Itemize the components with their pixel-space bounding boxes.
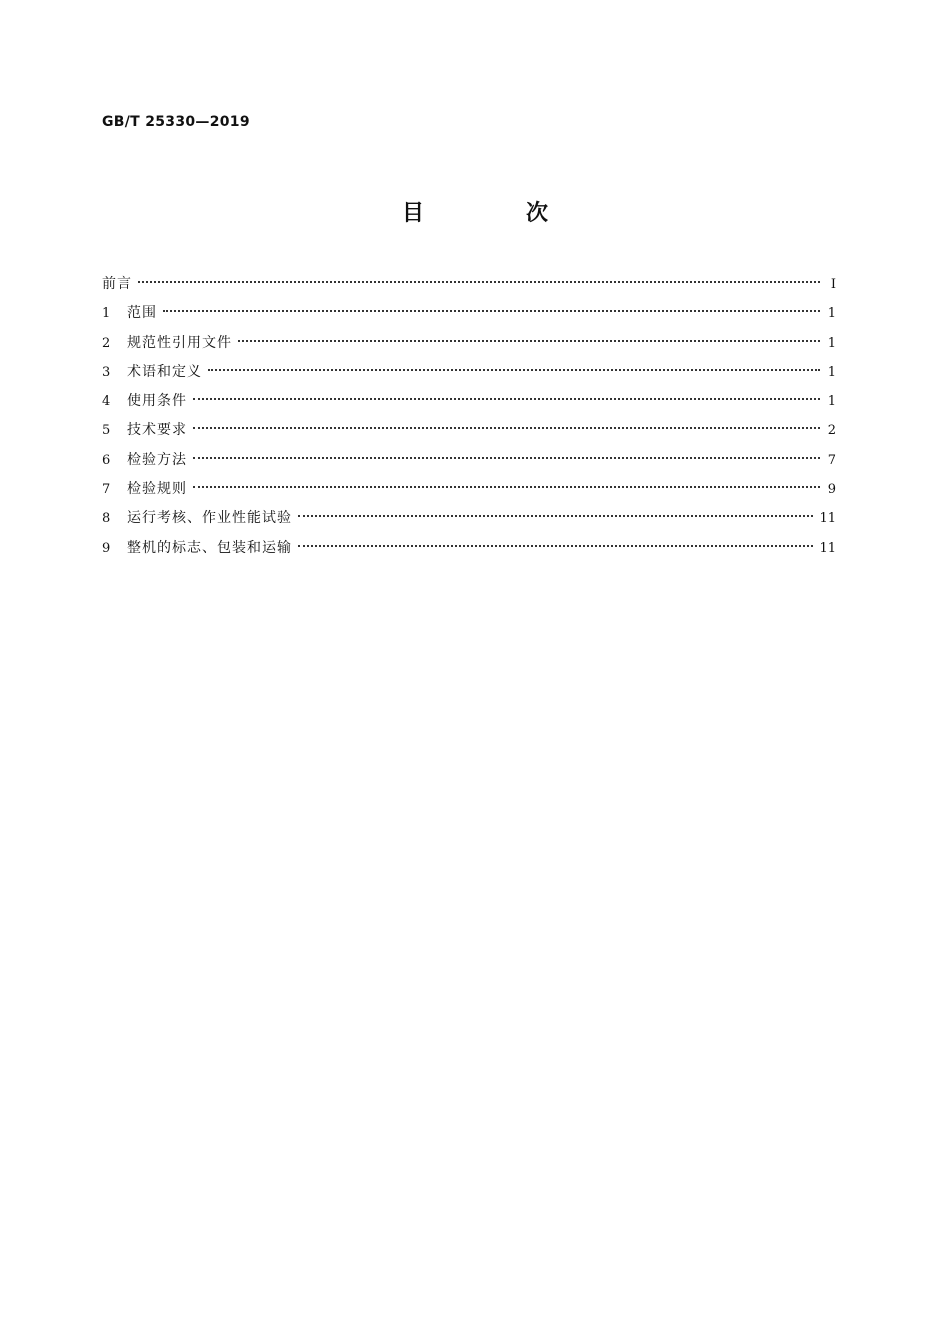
toc-entry[interactable] [102, 477, 836, 506]
toc-entry[interactable] [102, 360, 836, 389]
toc-entry-page: 11 [819, 511, 836, 527]
toc-leader [138, 281, 820, 283]
toc-entry[interactable] [102, 506, 836, 535]
toc-entry-number: 1 [102, 306, 111, 322]
toc-entry[interactable] [102, 448, 836, 477]
toc-entry-page: 1 [827, 394, 836, 410]
toc-entry[interactable] [102, 301, 836, 330]
toc-leader [298, 515, 813, 517]
toc-entry-page: 7 [827, 452, 836, 468]
toc-title: 目 次 [401, 201, 588, 226]
toc-entry-number: 7 [102, 482, 111, 498]
toc-entry-page: 1 [827, 306, 836, 322]
toc-entry-page: 11 [819, 540, 836, 556]
toc-leader [193, 398, 820, 400]
toc-entry-number: 3 [102, 364, 111, 380]
toc-entry-page: Ⅰ [830, 277, 836, 292]
toc-entry-number: 9 [102, 540, 111, 556]
toc-leader [193, 427, 820, 429]
toc-entry-label: 运行考核、作业性能试验 [127, 510, 292, 527]
toc-entry-page: 9 [827, 482, 836, 498]
toc-leader [208, 369, 820, 371]
toc-entry-page: 1 [827, 335, 836, 351]
toc-entry[interactable] [102, 536, 836, 565]
toc-leader [193, 486, 820, 488]
table-of-contents [102, 272, 836, 565]
toc-entry-number: 5 [102, 423, 111, 439]
toc-entry-label: 规范性引用文件 [127, 334, 232, 351]
toc-entry-label: 使用条件 [127, 393, 187, 410]
toc-leader [298, 545, 813, 547]
toc-entry-label: 前言 [102, 276, 132, 292]
toc-entry-page: 1 [827, 364, 836, 380]
toc-entry-label: 技术要求 [127, 422, 187, 439]
toc-entry-label: 整机的标志、包装和运输 [127, 539, 292, 556]
toc-entry[interactable] [102, 389, 836, 418]
toc-leader [238, 340, 820, 342]
toc-leader [193, 457, 820, 459]
toc-entry[interactable] [102, 331, 836, 360]
standard-code: GB/T 25330—2019 [102, 114, 250, 130]
toc-entry-number: 4 [102, 394, 111, 410]
toc-entry-page: 2 [827, 423, 836, 439]
toc-entry-number: 8 [102, 511, 111, 527]
toc-entry-label: 术语和定义 [127, 363, 202, 380]
toc-entry-label: 检验规则 [127, 481, 187, 498]
toc-entry[interactable] [102, 272, 836, 301]
toc-leader [163, 310, 820, 312]
toc-entry-label: 检验方法 [127, 451, 187, 468]
toc-entry[interactable] [102, 418, 836, 447]
toc-entry-label: 范围 [127, 305, 157, 322]
toc-entry-number: 6 [102, 452, 111, 468]
toc-entry-number: 2 [102, 335, 111, 351]
